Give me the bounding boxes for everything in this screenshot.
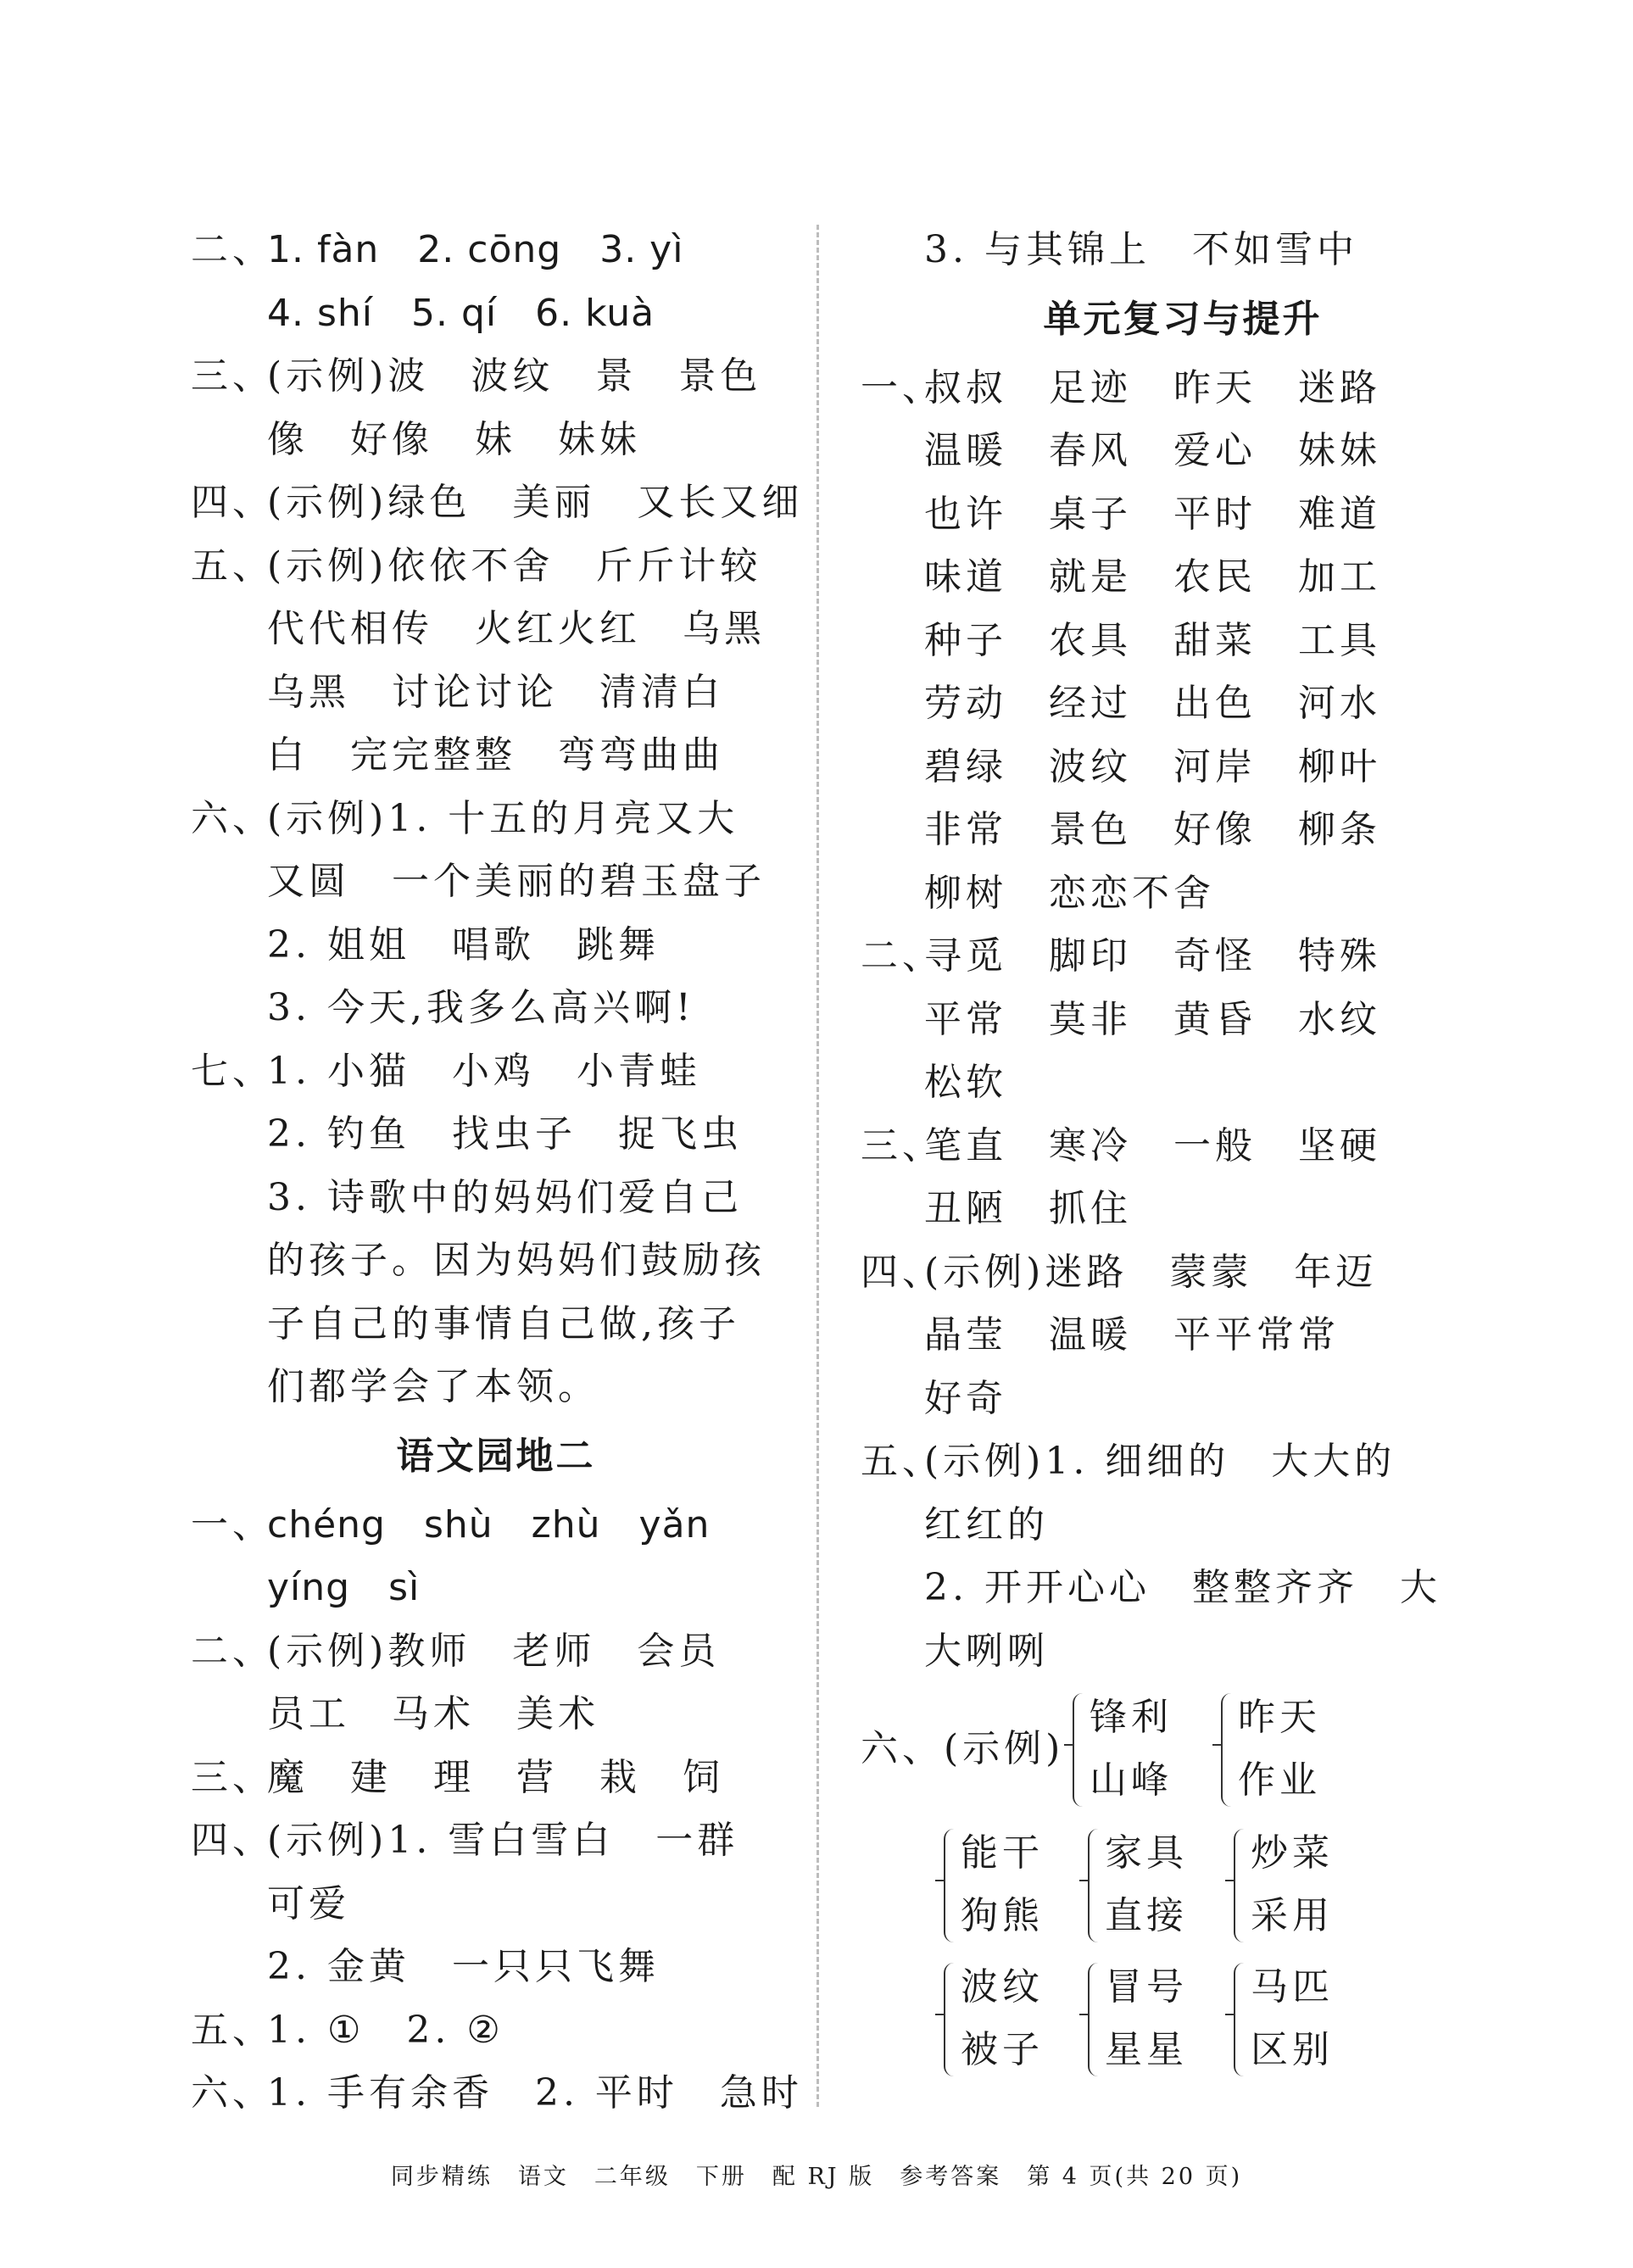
brace-icon [1073, 1693, 1086, 1807]
answer-line: 四、 (示例)绿色 美丽 又长又细 [191, 481, 804, 524]
answer-line: 松软 [924, 1061, 1007, 1104]
answer-line: 4. shí 5. qí 6. kuà [267, 291, 655, 335]
brace-icon [944, 1963, 957, 2076]
answer-line: 种子 农具 甜菜 工具 [924, 618, 1381, 662]
answer-line: 五、 (示例)1. 细细的 大大的 [861, 1440, 1396, 1483]
answer-line: 丑陋 抓住 [924, 1187, 1132, 1230]
column-divider [816, 225, 819, 2107]
brace-icon [1088, 1829, 1101, 1942]
answer-line: 三、 (示例)波 波纹 景 景色 [191, 354, 762, 398]
answer-line: 五、 1. ① 2. ② [191, 2008, 504, 2052]
word-pair: 冒号 星星 [1105, 1965, 1188, 2071]
word-pair: 炒菜 采用 [1251, 1831, 1334, 1937]
answer-line: 3. 诗歌中的妈妈们爱自己 [267, 1175, 743, 1219]
word-pair: 锋利 山峰 [1090, 1696, 1173, 1802]
answer-line: 3. 今天,我多么高兴啊! [267, 986, 695, 1029]
answer-line: 2. 钓鱼 找虫子 捉飞虫 [267, 1112, 743, 1156]
answer-line: 又圆 一个美丽的碧玉盘子 [267, 860, 766, 903]
brace-icon [1234, 1963, 1247, 2076]
answer-line: 非常 景色 好像 柳条 [924, 808, 1381, 851]
word-pair: 波纹 被子 [961, 1965, 1044, 2071]
answer-line: 三、 笔直 寒冷 一般 坚硬 [861, 1123, 1381, 1167]
answer-line: 二、 1. fàn 2. cōng 3. yì [191, 228, 684, 271]
answer-line: 柳树 恋恋不舍 [924, 871, 1215, 915]
q6-row-3 [861, 1956, 1505, 2083]
answer-line: 一、 叔叔 足迹 昨天 迷路 [861, 365, 1381, 410]
answer-line: 五、 (示例)依依不舍 斤斤计较 [191, 543, 762, 588]
q6-row-2 [861, 1822, 1505, 1949]
answer-line: 一、 chéng shù zhù yǎn [191, 1502, 711, 1546]
answer-line: 代代相传 火红火红 乌黑 [267, 607, 766, 650]
answer-line: 二、 (示例)教师 老师 会员 [191, 1629, 721, 1673]
section-title-unit-review: 单元复习与提升 [1043, 297, 1323, 341]
left-section-2 [191, 1494, 801, 2126]
word-pair: 家具 直接 [1105, 1831, 1188, 1937]
right-column [861, 219, 1505, 2083]
answer-line: 2. 姐姐 唱歌 跳舞 [267, 922, 660, 967]
answer-line: 红红的 [924, 1502, 1049, 1546]
answer-line: 可爱 [267, 1881, 350, 1925]
answer-line: 四、 (示例)迷路 蒙蒙 年迈 [861, 1250, 1378, 1294]
left-column [191, 219, 804, 2126]
brace-icon [1088, 1963, 1101, 2076]
q6-row-1 [861, 1686, 1505, 1814]
answer-line: 2. 开开心心 整整齐齐 大 [924, 1566, 1441, 1609]
word-pair: 能干 狗熊 [961, 1831, 1044, 1937]
brace-icon [1221, 1693, 1235, 1807]
answer-line: 也许 桌子 平时 难道 [924, 492, 1381, 536]
answer-line: 三、 魔 建 理 营 栽 饲 [191, 1755, 724, 1799]
answer-line: 乌黑 讨论讨论 清清白 [267, 670, 724, 714]
answer-line: 好奇 [924, 1376, 1007, 1420]
answer-line: yíng sì [267, 1566, 421, 1609]
answer-line: 六、 1. 手有余香 2. 平时 急时 [191, 2071, 803, 2115]
answer-line: 们都学会了本领。 [267, 1365, 599, 1408]
answer-line: 子自己的事情自己做,孩子 [267, 1301, 740, 1346]
answer-line: 七、 1. 小猫 小鸡 小青蛙 [191, 1049, 701, 1093]
answer-line: 六、 (示例)1. 十五的月亮又大 [191, 796, 739, 840]
q6-label: 六、(示例) [861, 1727, 1065, 1770]
answer-line: 的孩子。因为妈妈们鼓励孩 [267, 1239, 766, 1282]
section-title-yuwen-yuandi-2: 语文园地二 [396, 1434, 596, 1478]
answer-line: 温暖 春风 爱心 妹妹 [924, 429, 1381, 472]
answer-line: 四、 (示例)1. 雪白雪白 一群 [191, 1819, 739, 1862]
answer-line: 3. 与其锦上 不如雪中 [924, 228, 1358, 271]
brace-icon [1234, 1829, 1247, 1942]
word-pair: 昨天 作业 [1238, 1696, 1321, 1802]
answer-line: 味道 就是 农民 加工 [924, 555, 1381, 599]
answer-line: 晶莹 温暖 平平常常 [924, 1313, 1340, 1357]
answer-line: 碧绿 波纹 河岸 柳叶 [924, 744, 1381, 789]
answer-line: 2. 金黄 一只只飞舞 [267, 1945, 660, 1988]
brace-icon [944, 1829, 957, 1942]
left-section-1 [191, 219, 804, 1419]
answer-line: 平常 莫非 黄昏 水纹 [924, 997, 1381, 1041]
answer-line: 大咧咧 [924, 1629, 1049, 1673]
answer-line: 像 好像 妹 妹妹 [267, 417, 641, 461]
word-pair: 马匹 区别 [1251, 1965, 1334, 2071]
answer-line: 白 完完整整 弯弯曲曲 [267, 733, 724, 777]
answer-line: 二、 寻觅 脚印 奇怪 特殊 [861, 934, 1381, 978]
page-footer: 同步精练 语文 二年级 下册 配 RJ 版 参考答案 第 4 页(共 20 页) [390, 2164, 1243, 2190]
answer-line: 员工 马术 美术 [267, 1692, 599, 1736]
answer-line: 劳动 经过 出色 河水 [924, 682, 1381, 725]
